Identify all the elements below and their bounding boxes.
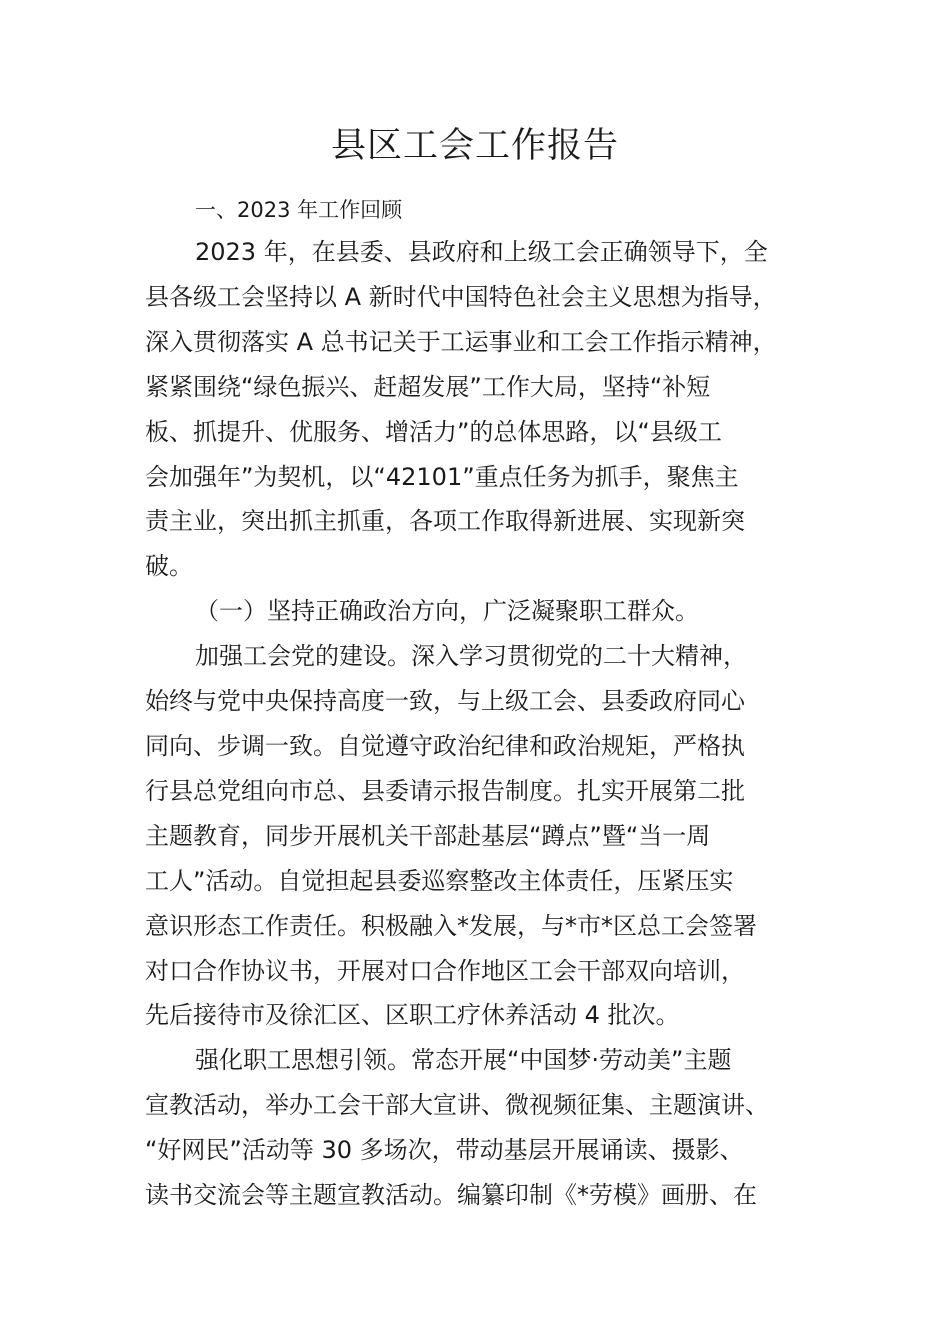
subsection-heading	[145, 589, 810, 634]
document-body	[145, 190, 810, 1218]
paragraph-overview	[145, 230, 810, 589]
text-line: 紧紧围绕“绿色振兴、赶超发展”工作大局，坚持“补短	[145, 372, 711, 401]
text-line: 宣教活动，举办工会干部大宣讲、微视频征集、主题演讲、	[145, 1091, 769, 1120]
text-line: 加强工会党的建设。深入学习贯彻党的二十大精神，	[195, 642, 747, 671]
text-line: “好网民”活动等 30 多场次，带动基层开展诵读、摄影、	[145, 1136, 744, 1165]
section-heading: 一、2023 年工作回顾	[195, 198, 403, 222]
text-line: （一）坚持正确政治方向，广泛凝聚职工群众。	[195, 597, 699, 626]
text-line: 破。	[145, 552, 193, 581]
text-line: 行县总党组向市总、县委请示报告制度。扎实开展第二批	[145, 776, 745, 805]
text-line: 深入贯彻落实 A 总书记关于工运事业和工会工作指示精神，	[145, 327, 777, 356]
text-line: 县各级工会坚持以 A 新时代中国特色社会主义思想为指导，	[145, 282, 777, 311]
text-line: 始终与党中央保持高度一致，与上级工会、县委政府同心	[145, 687, 745, 716]
paragraph-party-building	[145, 634, 810, 1038]
text-line: 意识形态工作责任。积极融入*发展，与*市*区总工会签署	[145, 911, 757, 940]
text-line: 强化职工思想引领。常态开展“中国梦·劳动美”主题	[195, 1046, 732, 1075]
text-line: 主题教育，同步开展机关干部赴基层“蹲点”暨“当一周	[145, 821, 711, 850]
text-line: 工人”活动。自觉担起县委巡察整改主体责任，压紧压实	[145, 866, 734, 895]
text-line: 会加强年”为契机，以“42101”重点任务为抓手，聚焦主	[145, 462, 739, 491]
paragraph-ideological-guidance	[145, 1038, 810, 1218]
text-line: 板、抓提升、优服务、增活力”的总体思路，以“县级工	[145, 417, 722, 446]
document-title: 县区工会工作报告	[330, 126, 619, 166]
text-line: 对口合作协议书，开展对口合作地区工会干部双向培训，	[145, 956, 745, 985]
text-line: 读书交流会等主题宣教活动。编纂印制《*劳模》画册、在	[145, 1181, 757, 1210]
text-line: 同向、步调一致。自觉遵守政治纪律和政治规矩，严格执	[145, 731, 745, 760]
text-line: 责主业，突出抓主抓重，各项工作取得新进展、实现新突	[145, 507, 745, 536]
text-line: 2023 年，在县委、县政府和上级工会正确领导下，全	[195, 238, 768, 266]
text-line: 先后接待市及徐汇区、区职工疗休养活动 4 批次。	[145, 1001, 680, 1030]
